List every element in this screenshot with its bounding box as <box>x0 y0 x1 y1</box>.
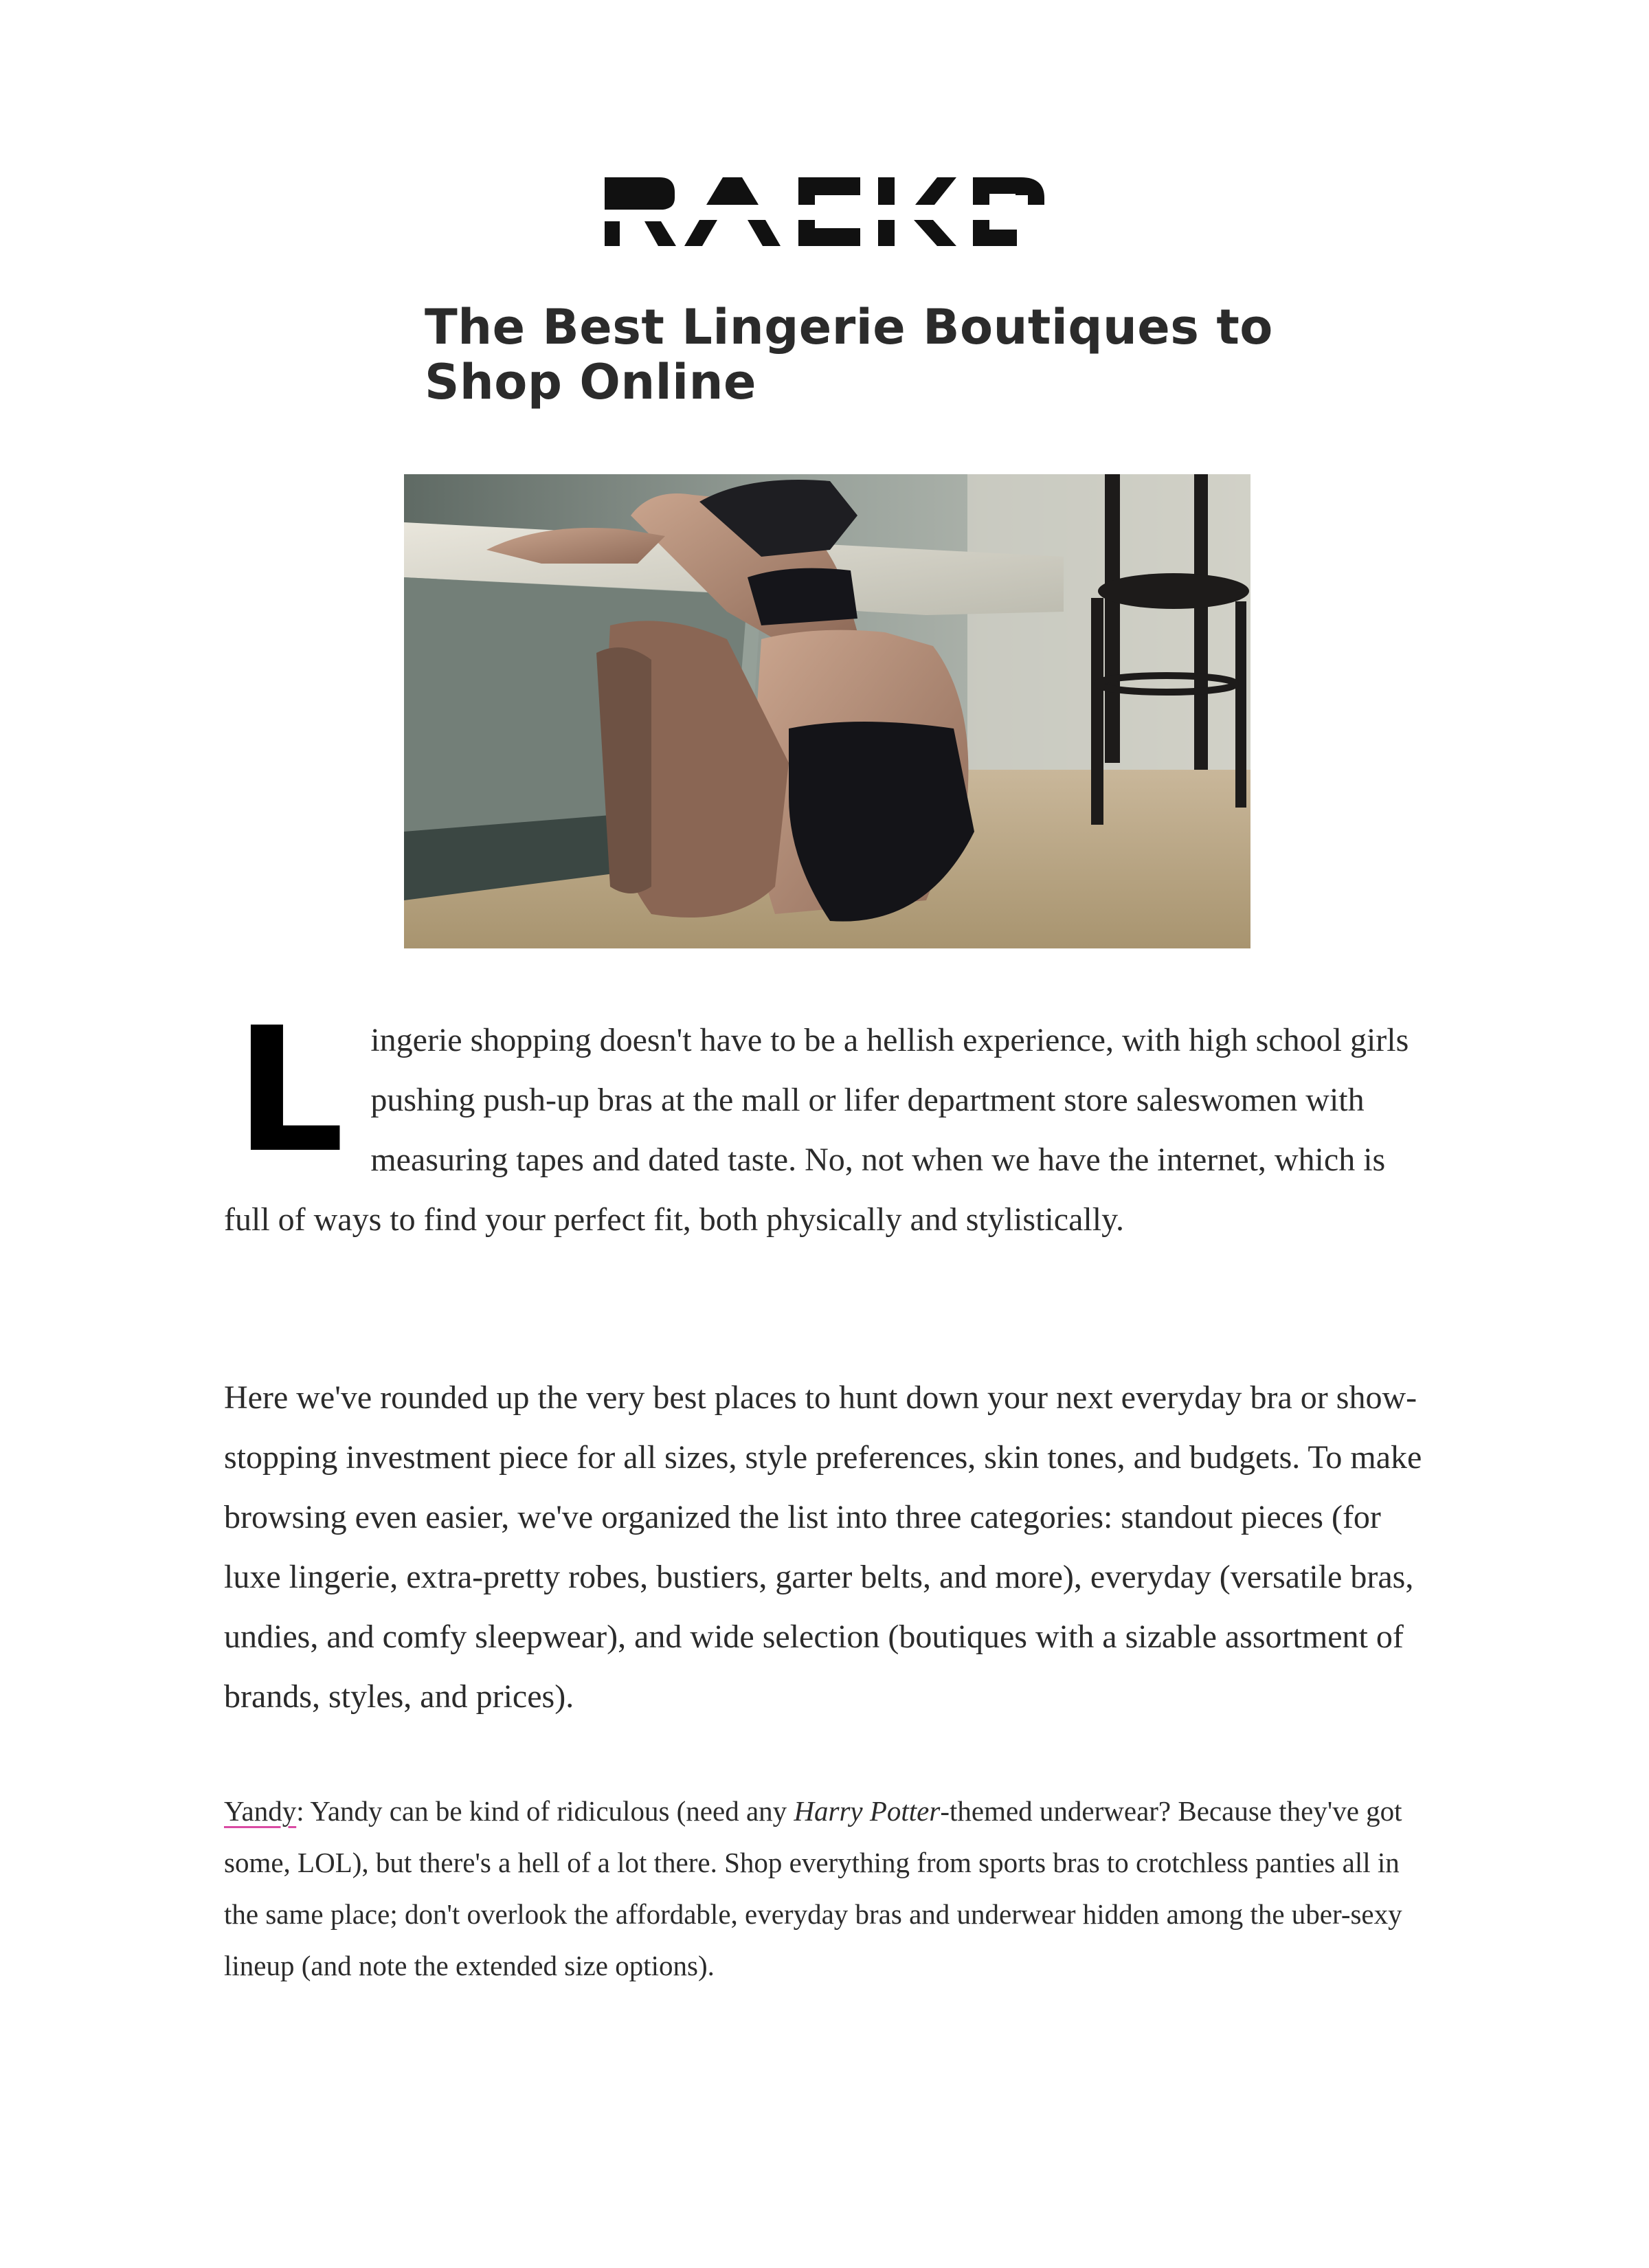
article-title: The Best Lingerie Boutiques to Shop Online <box>425 299 1273 410</box>
hero-photo <box>404 474 1250 948</box>
entry-italic-title: Harry Potter <box>794 1795 941 1827</box>
drop-cap: L <box>235 990 345 1190</box>
store-entry-yandy <box>224 1786 1433 1992</box>
racked-logo-mark <box>605 177 1044 246</box>
entry-text-start: : Yandy can be kind of ridiculous (need any <box>296 1795 794 1827</box>
yandy-link[interactable]: Yandy <box>224 1795 297 1827</box>
racked-logo[interactable] <box>0 177 1649 246</box>
body-paragraph: Here we've rounded up the very best places to hunt down your next everyday bra or show-stopping investment piece for all sizes, style preferences, skin tones, and budgets. To make browsing even easier, we've organized the list into three categories: standout pieces (for luxe lingerie, extra-pretty robes, bustiers, garter belts, and more), everyday (versatile bras, undies, and comfy sleepwear), and wide selection (boutiques with a sizable assortment of brands, styles, and prices). <box>224 1379 1422 1715</box>
intro-text: ingerie shopping doesn't have to be a hellish experience, with high school girls pushing push-up bras at the mall or lifer department store saleswomen with measuring tapes and dated taste. No, not when we have the internet, which is full of ways to find your perfect fit, both physically and stylistically. <box>224 1022 1409 1238</box>
intro-paragraph <box>224 990 1433 1249</box>
entry-text-end: -themed underwear? Because they've got some, LOL), but there's a hell of a lot there. Shop everything from sports bras to crotchless panties all in the same place; don't overlook the affordable, everyday bras and underwear hidden among the uber-sexy lineup (and note the extended size options). <box>224 1795 1402 1981</box>
hero-image <box>404 474 1250 948</box>
